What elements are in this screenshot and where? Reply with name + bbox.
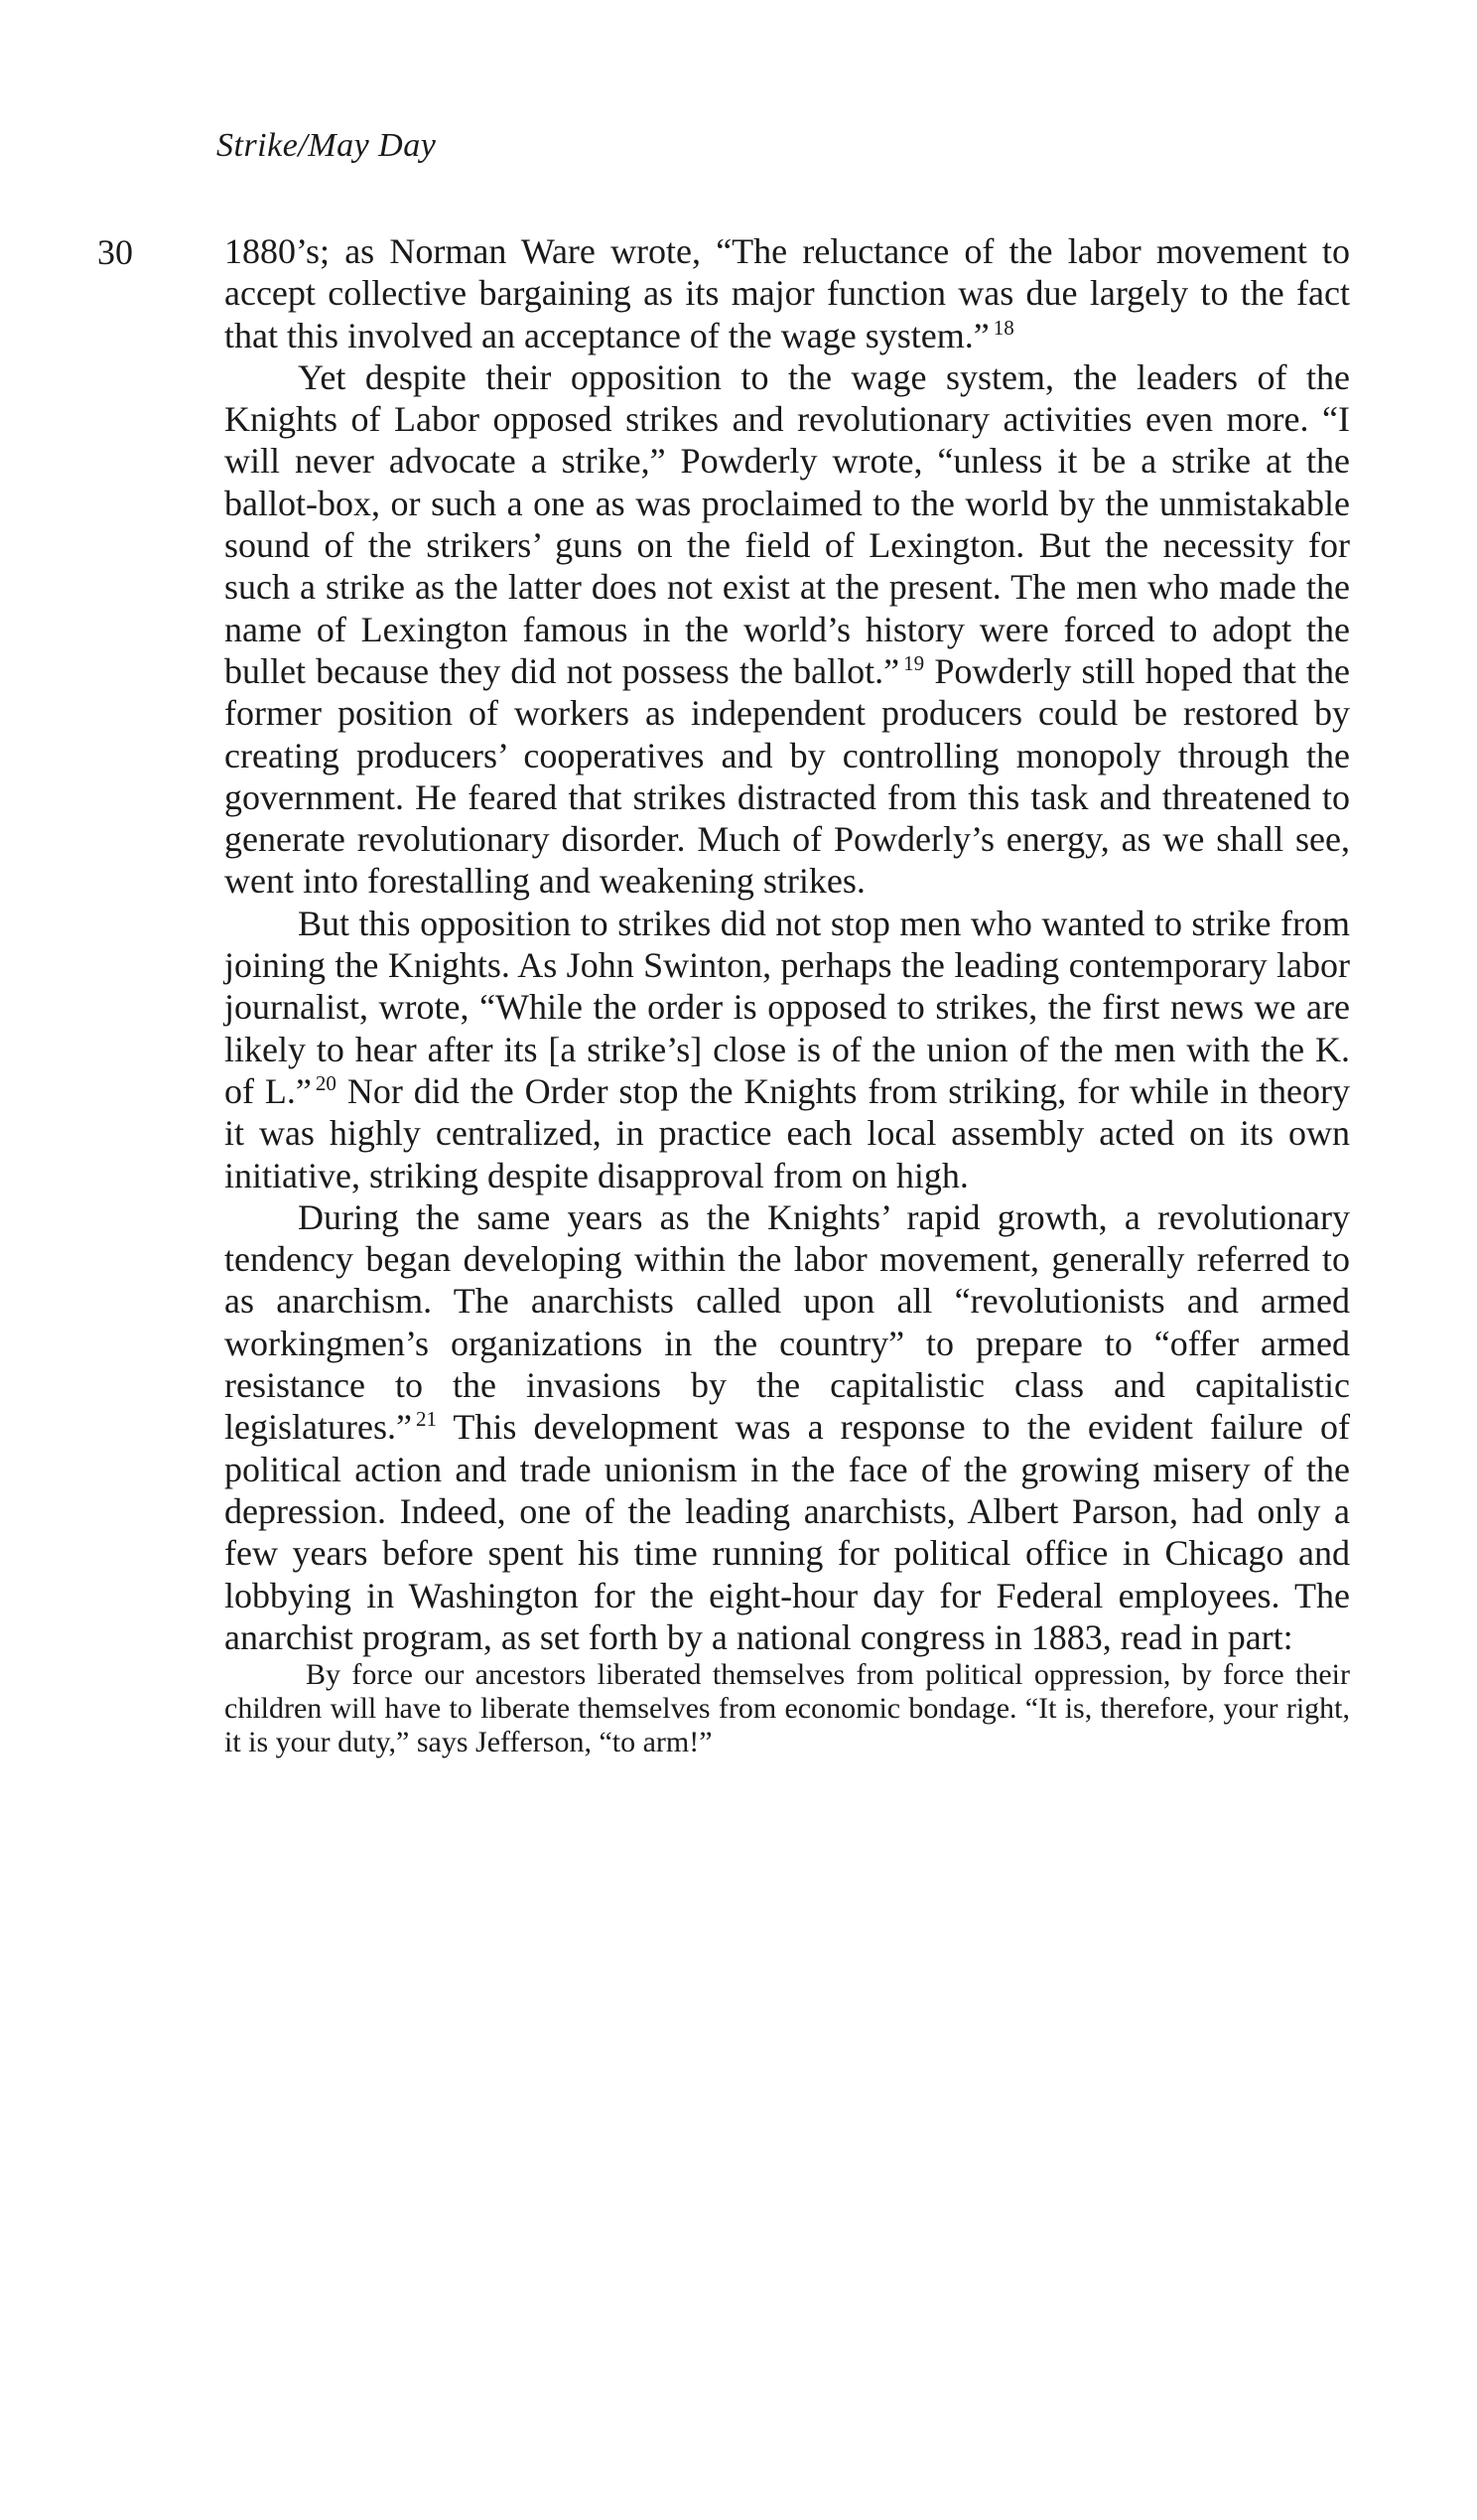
paragraph-2-text-b: Powderly still hoped that the former position of workers as independent producers could be restored by creating producers’ cooperatives and by controlling monopoly through the government. He feared that strikes distracted from this task and threatened to generate revolutionary disorder. Much of Powderly’s energy, as we shall see, went into forestalling and weakening strikes. (224, 650, 1350, 902)
paragraph-3-text-b: Nor did the Order stop the Knights from striking, for while in theory it was highly centralized, in practice each local assembly acted on its own initiative, striking despite disapproval from on high. (224, 1070, 1350, 1195)
paragraph-4-text-a: During the same years as the Knights’ rapid growth, a revolutionary tendency began developing within the labor movement, generally referred to as anarchism. The anarchists called upon all “revolutionists and armed workingmen’s organizations in the country” to prepare to “offer armed resistance to the invasions by the capitalistic class and capitalistic legislatures.” (224, 1196, 1350, 1448)
paragraph-4 (224, 1196, 1350, 1658)
running-head: Strike/May Day (216, 127, 437, 164)
footnote-marker-20: 20 (315, 1070, 336, 1095)
footnote-marker-18: 18 (993, 315, 1014, 340)
paragraph-3 (224, 903, 1350, 1196)
paragraph-3-text-a: But this opposition to strikes did not stop men who wanted to strike from joining the Knights. As John Swinton, perhaps the leading contemporary labor journalist, wrote, “While the order is opposed to strikes, the first news we are likely to hear after its [a strike’s] close is of the union of the men with the K. of L.” (224, 903, 1350, 1111)
paragraph-4-text-b: This development was a response to the evident failure of political action and trade unionism in the face of the growing misery of the depression. Indeed, one of the leading anarchists, Albert Parson, had only a few years before spent his time running for political office in Chicago and lobbying in Washington for the eight-hour day for Federal employees. The anarchist program, as set forth by a national congress in 1883, read in part: (224, 1407, 1350, 1657)
paragraph-2-text-a: Yet despite their opposition to the wage system, the leaders of the Knights of Labor opposed strikes and revolutionary activities even more. “I will never advocate a strike,” Powderly wrote, “unless it be a strike at the ballot-box, or such a one as was proclaimed to the world by the unmistakable sound of the strikers’ guns on the field of Lexington. But the necessity for such a strike as the latter does not exist at the present. The men who made the name of Lexington famous in the world’s history were forced to adopt the bullet because they did not possess the ballot.” (224, 356, 1350, 691)
paragraph-2 (224, 356, 1350, 903)
page-number: 30 (97, 232, 133, 272)
footnote-marker-21: 21 (415, 1407, 437, 1432)
footnote-marker-19: 19 (903, 650, 925, 675)
paragraph-1 (224, 230, 1350, 356)
body-text (224, 230, 1350, 1759)
block-quote: By force our ancestors liberated themselves from political oppression, by force their children will have to liberate themselves from economic bondage. “It is, therefore, your right, it is your duty,” says Jefferson, “to arm!” (224, 1658, 1350, 1759)
paragraph-1-text: 1880’s; as Norman Ware wrote, “The reluctance of the labor movement to accept collective bargaining as its major function was due largely to the fact that this involved an acceptance of the wage system.” (224, 231, 1350, 355)
